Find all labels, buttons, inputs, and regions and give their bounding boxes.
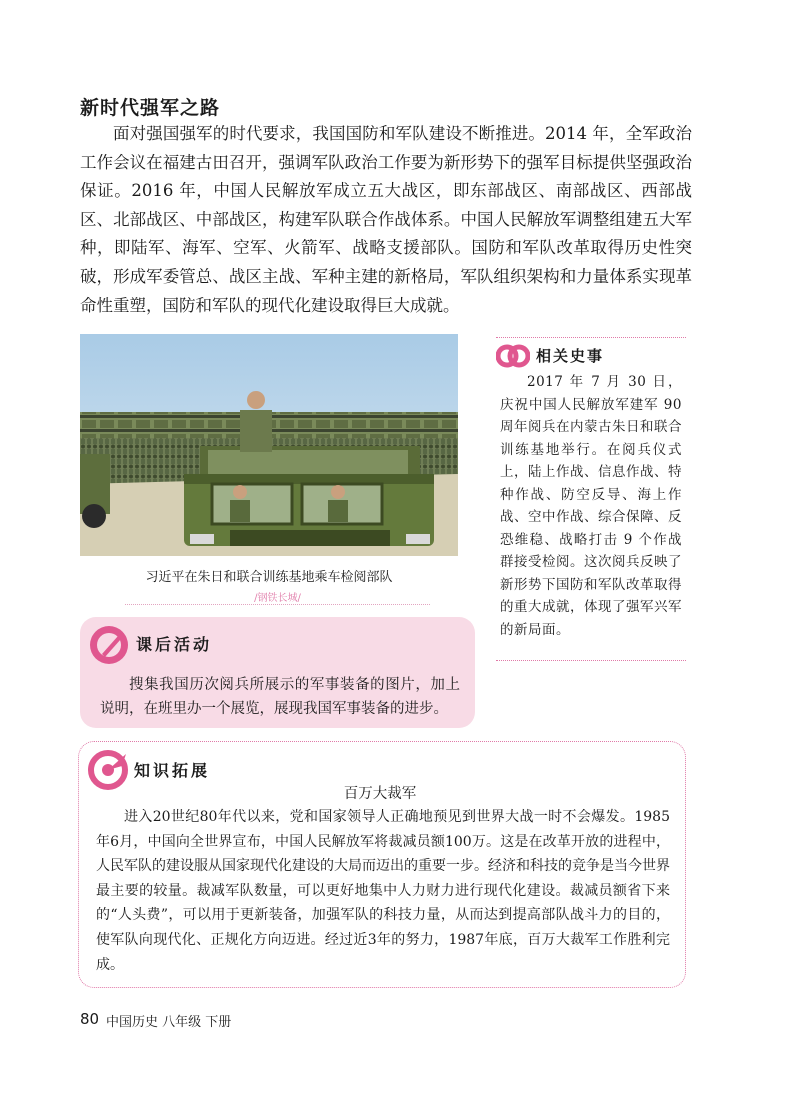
knowledge-title: 知识拓展 [134, 761, 211, 780]
related-history-title: 相关史事 [536, 347, 605, 365]
section-title: 新时代强军之路 [80, 97, 221, 119]
parade-photo [80, 334, 458, 556]
pen-icon [88, 624, 130, 670]
knowledge-paragraph: 进入20世纪80年代以来，党和国家领导人正确地预见到世界大战一时不会爆发。1985年6月，中国向全世界宣布，中国人民解放军将裁减员额100万。这是在改革开放的进程中，人民军队的建设服从国家现代化建设的大局而迈出的重要一步。经济和科技的竞争是当今世界最主要的较量。裁减军队数量，可以更好地集中人力财力进行现代化建设。裁减员额省下来的“人头费”，可以用于更新装备，加强军队的科技力量，从而达到提高部队战斗力的目的，使军队向现代化、正规化方向迈进。经过近3年的努力，1987年底，百万大裁军工作胜利完成。 [96, 809, 670, 973]
related-history-text [500, 371, 682, 641]
series-stamp-line [125, 590, 430, 605]
knowledge-text [96, 805, 670, 977]
knowledge-subtitle: 百万大裁军 [343, 786, 417, 802]
intro-paragraph [80, 120, 692, 320]
series-stamp: /钢铁长城/ [252, 589, 303, 604]
activity-title: 课后活动 [136, 635, 213, 654]
related-history-icon [496, 341, 530, 375]
intro-text: 面对强国强军的时代要求，我国国防和军队建设不断推进。2014 年，全军政治工作会议在福建古田召开，强调军队政治工作要为新形势下的强军目标提供坚强政治保证。2016 年，中国人民解放军成立五大战区，即东部战区、南部战区、西部战区、北部战区、中部战区，构建军队联合作战体系。中国人民解放军调整组建五大军种，即陆军、海军、空军、火箭军、战略支援部队。国防和军队改革取得历史性突破，形成军委管总、战区主战、军种主建的新格局，军队组织架构和力量体系实现革命性重塑，国防和军队的现代化建设取得巨大成就。 [80, 124, 692, 315]
page-number: 80 [80, 1010, 100, 1028]
related-history-paragraph: 2017 年 7 月 30 日，庆祝中国人民解放军建军 90 周年阅兵在内蒙古朱日和联合训练基地举行。在阅兵仪式上，陆上作战、信息作战、特种作战、防空反导、海上作战、空中作战、综合保障、反恐维稳、战略打击 9 个作战群接受检阅。这次阅兵反映了新形势下国防和军队改革取得的重大成就，体现了强军兴军的新局面。 [500, 374, 682, 638]
book-title: 中国历史 八年级 下册 [106, 1015, 232, 1030]
photo-caption: 习近平在朱日和联合训练基地乘车检阅部队 [145, 570, 393, 585]
activity-text [100, 673, 460, 721]
parade-photo-image [80, 334, 458, 556]
activity-paragraph: 搜集我国历次阅兵所展示的军事装备的图片，加上说明，在班里办一个展览，展现我国军事装备的进步。 [100, 677, 460, 717]
